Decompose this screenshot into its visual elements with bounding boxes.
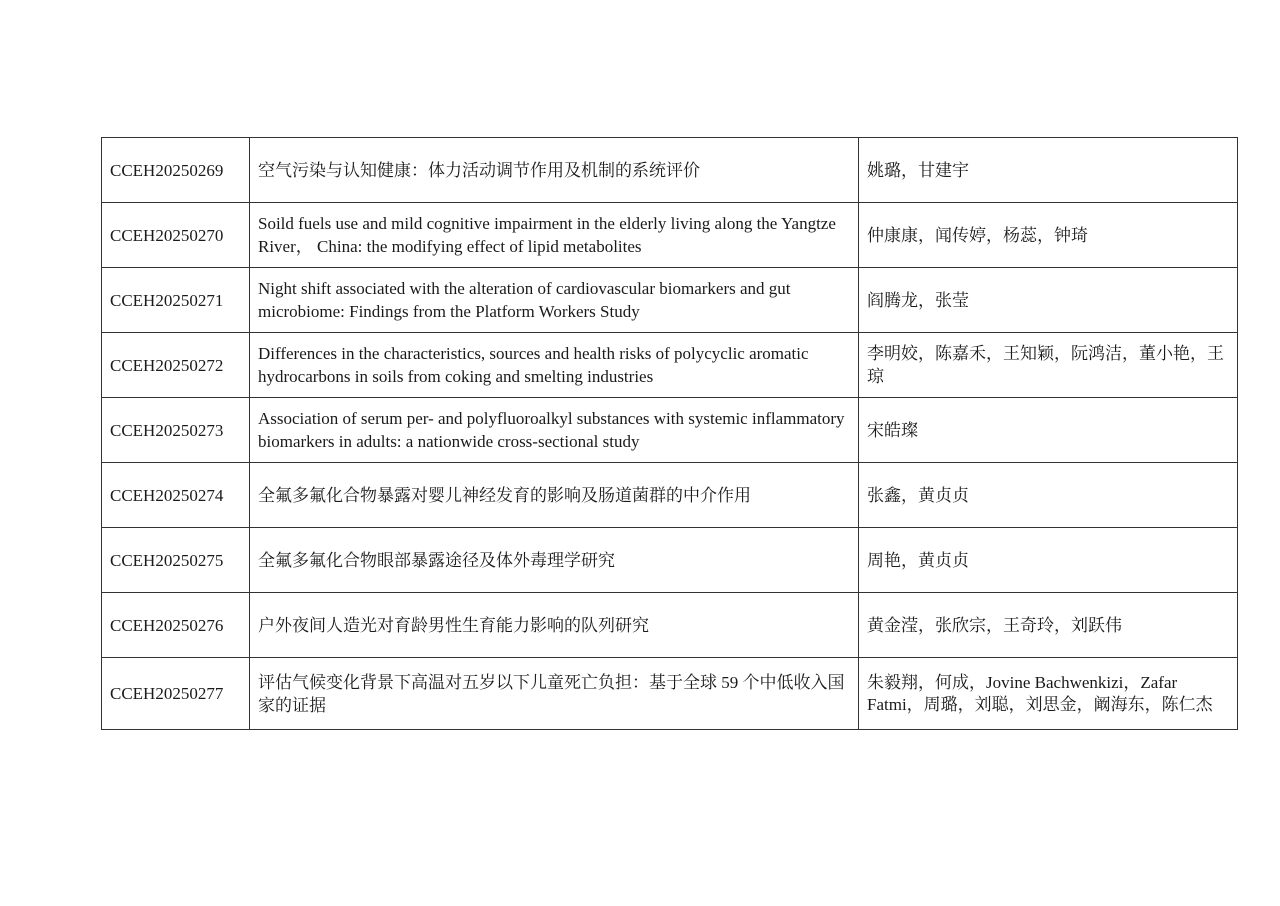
- project-title: 全氟多氟化合物暴露对婴儿神经发育的影响及肠道菌群的中介作用: [250, 463, 859, 528]
- table-row: [102, 463, 1238, 528]
- project-authors: 周艳，黄贞贞: [859, 528, 1238, 593]
- project-title: 空气污染与认知健康：体力活动调节作用及机制的系统评价: [250, 138, 859, 203]
- table-row: [102, 658, 1238, 730]
- project-title: Soild fuels use and mild cognitive impairment in the elderly living along the Yangtze River， China: the modifying effect of lipid metabolites: [250, 203, 859, 268]
- project-table: [101, 137, 1238, 730]
- project-authors: 黄金滢，张欣宗，王奇玲，刘跃伟: [859, 593, 1238, 658]
- project-id: CCEH20250270: [102, 203, 250, 268]
- project-title: 全氟多氟化合物眼部暴露途径及体外毒理学研究: [250, 528, 859, 593]
- table-row: [102, 398, 1238, 463]
- project-authors: 阎腾龙，张莹: [859, 268, 1238, 333]
- project-id: CCEH20250277: [102, 658, 250, 730]
- project-authors: 张鑫，黄贞贞: [859, 463, 1238, 528]
- project-id: CCEH20250271: [102, 268, 250, 333]
- table-row: [102, 138, 1238, 203]
- project-authors: 姚璐，甘建宇: [859, 138, 1238, 203]
- project-title: 评估气候变化背景下高温对五岁以下儿童死亡负担：基于全球 59 个中低收入国家的证据: [250, 658, 859, 730]
- project-title: Association of serum per- and polyfluoroalkyl substances with systemic inflammatory biomarkers in adults: a nationwide cross-sectional study: [250, 398, 859, 463]
- project-id: CCEH20250273: [102, 398, 250, 463]
- project-title: Night shift associated with the alteration of cardiovascular biomarkers and gut microbiome: Findings from the Platform Workers Study: [250, 268, 859, 333]
- project-id: CCEH20250275: [102, 528, 250, 593]
- project-authors: 宋皓璨: [859, 398, 1238, 463]
- table-row: [102, 528, 1238, 593]
- project-title: Differences in the characteristics, sources and health risks of polycyclic aromatic hydrocarbons in soils from coking and smelting industries: [250, 333, 859, 398]
- project-authors: 仲康康，闻传婷，杨蕊，钟琦: [859, 203, 1238, 268]
- project-authors: 李明姣，陈嘉禾，王知颖，阮鸿洁，董小艳，王琼: [859, 333, 1238, 398]
- table-row: [102, 593, 1238, 658]
- table-row: [102, 268, 1238, 333]
- table-row: [102, 203, 1238, 268]
- project-id: CCEH20250274: [102, 463, 250, 528]
- table-row: [102, 333, 1238, 398]
- project-authors: 朱毅翔，何成，Jovine Bachwenkizi，Zafar Fatmi，周璐，刘聪，刘思金，阚海东，陈仁杰: [859, 658, 1238, 730]
- project-id: CCEH20250269: [102, 138, 250, 203]
- project-title: 户外夜间人造光对育龄男性生育能力影响的队列研究: [250, 593, 859, 658]
- project-id: CCEH20250272: [102, 333, 250, 398]
- project-id: CCEH20250276: [102, 593, 250, 658]
